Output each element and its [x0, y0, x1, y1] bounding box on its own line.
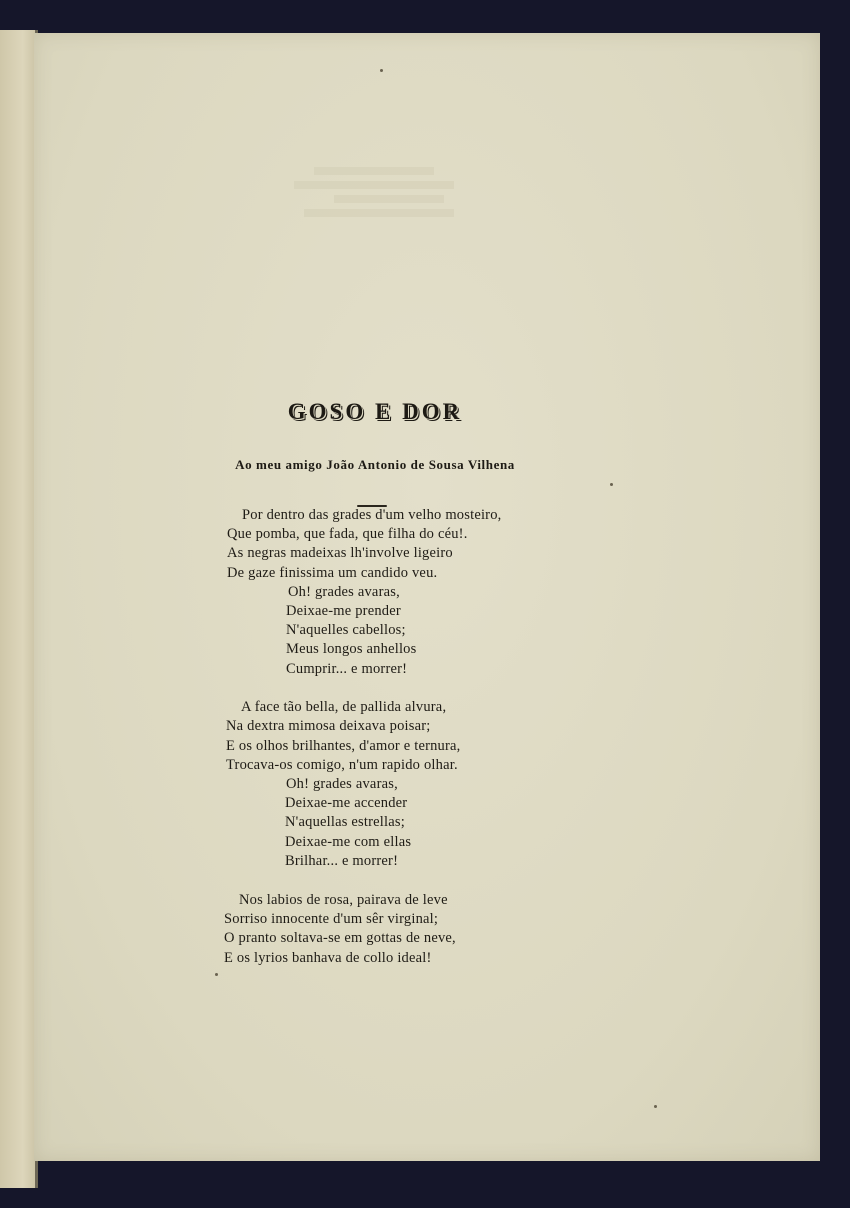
poem-line: Oh! grades avaras,	[288, 584, 400, 600]
poem-line: Por dentro das grades d'um velho mosteiro,	[242, 507, 502, 523]
poem-line: Deixae-me com ellas	[285, 834, 412, 850]
poem-line: Cumprir... e morrer!	[286, 661, 408, 677]
poem-line: Trocava-os comigo, n'um rapido olhar.	[226, 757, 458, 773]
poem-line: Sorriso innocente d'um sêr virginal;	[224, 911, 439, 927]
facing-page-edge	[0, 30, 38, 1188]
poem-line: Na dextra mimosa deixava poisar;	[226, 718, 431, 734]
poem-dedication: Ao meu amigo João Antonio de Sousa Vilhena	[235, 457, 515, 472]
poem-line: Oh! grades avaras,	[286, 776, 398, 792]
poem-line: Que pomba, que fada, que filha do céu!.	[227, 526, 468, 542]
poem-line: O pranto soltava-se em gottas de neve,	[224, 930, 456, 946]
paper-speck	[215, 973, 218, 976]
poem-line: N'aquelles cabellos;	[286, 622, 406, 638]
poem-line: Deixae-me accender	[285, 795, 408, 811]
poem-line: E os olhos brilhantes, d'amor e ternura,	[226, 738, 461, 754]
poem-line: N'aquellas estrellas;	[285, 814, 405, 830]
poem-line: Brilhar... e morrer!	[285, 853, 399, 869]
paper-speck	[380, 69, 383, 72]
paper-speck	[610, 483, 613, 486]
poem-line: Deixae-me prender	[286, 603, 401, 619]
book-page	[34, 33, 820, 1161]
bleed-through	[294, 161, 494, 301]
poem-line: A face tão bella, de pallida alvura,	[241, 699, 447, 715]
poem-line: Meus longos anhellos	[286, 641, 417, 657]
poem-line: Nos labios de rosa, pairava de leve	[239, 892, 448, 908]
paper-speck	[654, 1105, 657, 1108]
poem-line: As negras madeixas lh'involve ligeiro	[227, 545, 453, 561]
poem-line: De gaze finissima um candido veu.	[227, 565, 438, 581]
poem-line: E os lyrios banhava de collo ideal!	[224, 950, 432, 966]
poem-title: GOSO E DOR	[287, 399, 463, 424]
